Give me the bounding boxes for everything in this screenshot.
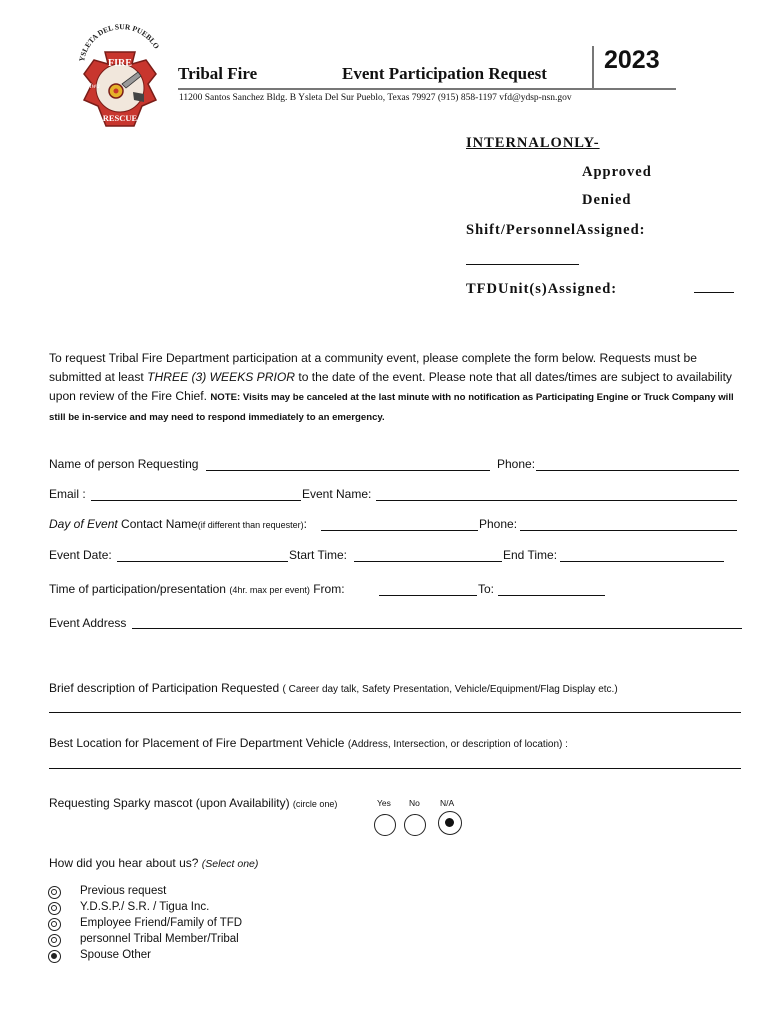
sparky-na-radio[interactable] (438, 811, 462, 835)
phone-label: Phone: (497, 457, 536, 471)
year: 2023 (604, 46, 660, 74)
shift-personnel-label: Shift/PersonnelAssigned: (466, 222, 646, 238)
time-participation-label: Time of participation/presentation (4hr. max per event) From: (49, 582, 345, 596)
sparky-no-label: No (409, 798, 420, 808)
radio-icon[interactable] (48, 886, 61, 899)
sparky-na-selected-dot (445, 818, 454, 827)
name-requesting-label: Name of person Requesting (49, 457, 199, 471)
org-name: Tribal Fire (178, 64, 258, 83)
event-name-label: Event Name: (302, 487, 372, 501)
tfd-unit-line[interactable] (694, 292, 734, 293)
logo-fire-text: FIRE (108, 58, 132, 69)
name-requesting-field[interactable] (206, 470, 490, 471)
brief-description-field[interactable] (49, 712, 741, 713)
approved-label: Approved (582, 164, 652, 180)
shift-personnel-line[interactable] (466, 264, 579, 265)
email-field[interactable] (91, 500, 301, 501)
event-date-label: Event Date: (49, 548, 112, 562)
start-time-field[interactable] (354, 561, 502, 562)
brief-description-label: Brief description of Participation Requested ( Career day talk, Safety Presentation, Vehicle/Equipment/Flag Display etc.) (49, 681, 618, 695)
event-address-label: Event Address (49, 616, 127, 630)
contact-name-field[interactable] (321, 530, 478, 531)
time-from-field[interactable] (379, 595, 477, 596)
phone-field[interactable] (536, 470, 739, 471)
sparky-label: Requesting Sparky mascot (upon Availability) (circle one) (49, 796, 338, 810)
end-time-field[interactable] (560, 561, 724, 562)
radio-icon[interactable] (48, 902, 61, 915)
year-divider (592, 46, 594, 90)
sparky-no-radio[interactable] (404, 814, 426, 836)
sparky-yes-label: Yes (377, 798, 391, 808)
tfd-unit-label: TFDUnit(s)Assigned: (466, 281, 618, 297)
phone2-field[interactable] (520, 530, 737, 531)
contact-name-label: Day of Event Contact Name(if different than requester): (49, 517, 307, 531)
end-time-label: End Time: (503, 548, 558, 562)
page-title: Event Participation Request (342, 64, 547, 83)
event-address-field[interactable] (132, 628, 742, 629)
intro-paragraph: To request Tribal Fire Department participation at a community event, please complete the form below. Requests must be submitted at least THREE (3) WEEKS PRIOR to the date of the event. Please note that all dates/times are subject to availability upon review of the Fire Chief. NOTE: Visits may be canceled at the last minute with no notification as Participating Engine or Truck Company will still be in-service and may need to respond immediately to an emergency. (49, 351, 734, 423)
logo-rescue-text: RESCUE (102, 113, 138, 123)
email-label: Email : (49, 487, 86, 501)
radio-icon[interactable] (48, 934, 61, 947)
fire-rescue-logo (70, 22, 170, 132)
phone2-label: Phone: (479, 517, 518, 531)
radio-selected-icon[interactable] (48, 950, 61, 963)
time-to-label: To: (478, 582, 495, 596)
header-rule (178, 88, 676, 90)
address-line: 11200 Santos Sanchez Bldg. B Ysleta Del Sur Pueblo, Texas 79927 (915) 858-1197 vfd@ydsp-nsn.gov (179, 93, 572, 103)
time-to-field[interactable] (498, 595, 605, 596)
best-location-label: Best Location for Placement of Fire Department Vehicle (Address, Intersection, or description of location) : (49, 736, 568, 750)
event-name-field[interactable] (376, 500, 737, 501)
internal-only-heading: INTERNALONLY- (466, 135, 600, 151)
logo-top-text: YSLETA DEL SUR PUEBLO (77, 22, 162, 63)
best-location-field[interactable] (49, 768, 741, 769)
sparky-na-label: N/A (440, 798, 455, 808)
radio-icon[interactable] (48, 918, 61, 931)
event-date-field[interactable] (117, 561, 288, 562)
sparky-yes-radio[interactable] (374, 814, 396, 836)
hear-label: How did you hear about us? (Select one) (49, 856, 259, 870)
start-time-label: Start Time: (289, 548, 348, 562)
logo-side-text: Tiwa (86, 82, 100, 90)
denied-label: Denied (582, 192, 632, 208)
